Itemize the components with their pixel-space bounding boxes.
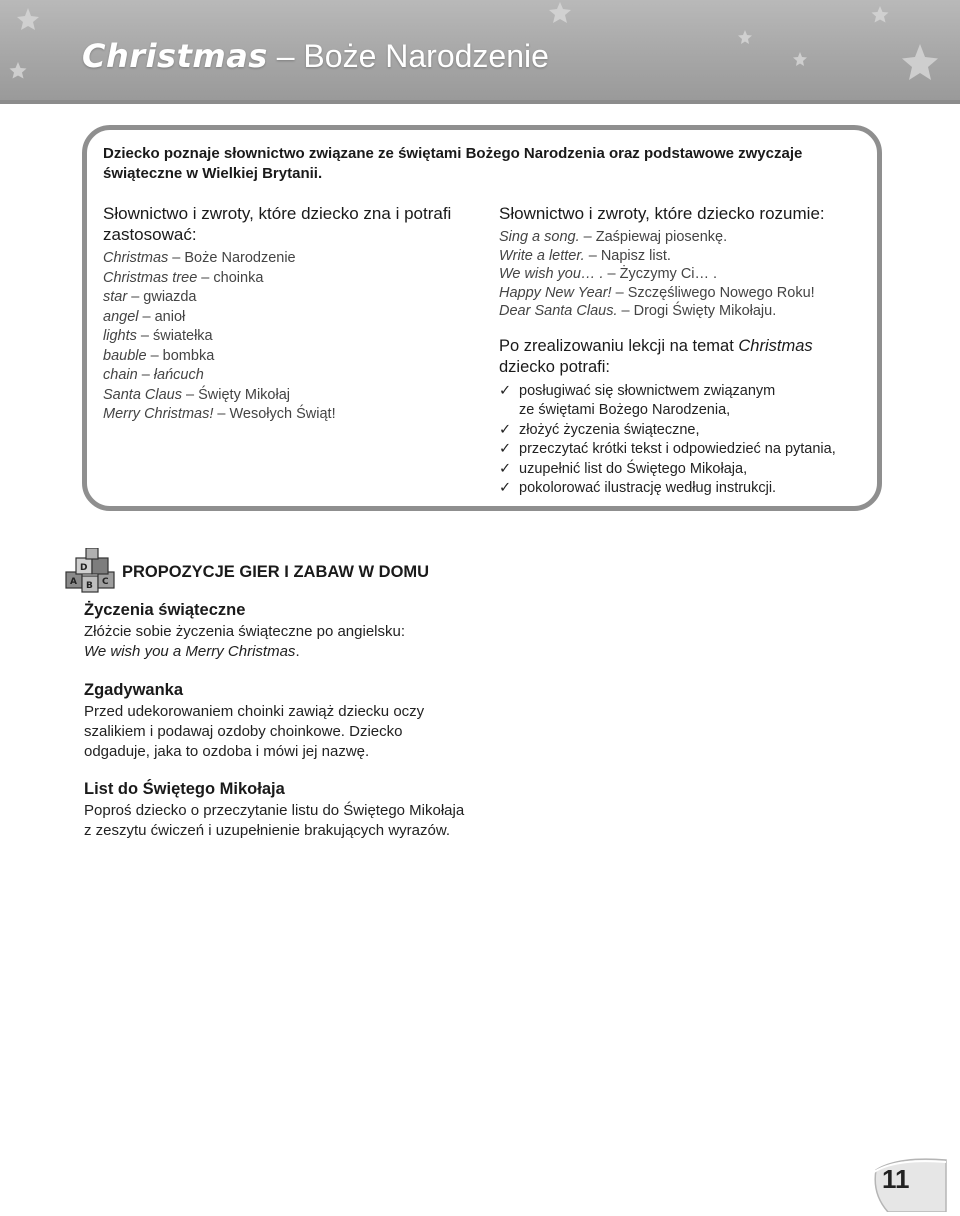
checkmark-icon: ✓ xyxy=(499,382,512,399)
outcomes-heading: Po zrealizowaniu lekcji na temat Christmas dziecko potrafi: xyxy=(499,336,813,376)
activity-guessing xyxy=(84,680,504,762)
page-number: 11 xyxy=(882,1164,910,1194)
games-section-header xyxy=(64,548,430,596)
vocab-item: angel – anioł xyxy=(103,308,186,325)
activity-text: Przed udekorowaniem choinki zawiąż dziecku oczy szalikiem i podawaj ozdoby choinkowe. Dziecko odgaduje, jaka to ozdoba i mówi jej nazwę. xyxy=(84,703,425,760)
activity-santa-letter xyxy=(84,779,504,841)
title-pl: Boże Narodzenie xyxy=(303,38,549,74)
active-vocabulary-column xyxy=(103,203,463,425)
checkmark-icon: ✓ xyxy=(499,421,512,438)
checkmark-icon: ✓ xyxy=(499,441,512,458)
svg-text:C: C xyxy=(102,577,109,587)
passive-vocabulary-column xyxy=(499,203,879,499)
vocab-item: lights – światełka xyxy=(103,328,213,344)
outcome-item: ✓ złożyć życzenia świąteczne, xyxy=(499,421,879,441)
phrase-item: Write a letter. – Napisz list. xyxy=(499,247,671,264)
vocab-item: star – gwiazda xyxy=(103,289,197,305)
vocab-item: Santa Claus – Święty Mikołaj xyxy=(103,386,290,403)
checkmark-icon: ✓ xyxy=(499,480,512,497)
vocab-item: bauble – bombka xyxy=(103,347,215,364)
activity-title: Zgadywanka xyxy=(84,681,184,699)
active-vocabulary-list xyxy=(103,249,463,425)
outcome-item: ✓ przeczytać krótki tekst i odpowiedzieć na pytania, xyxy=(499,440,879,460)
page-number-badge xyxy=(868,1150,948,1212)
header-banner xyxy=(0,0,960,104)
outcomes-list xyxy=(499,382,879,500)
vocab-item: chain – łańcuch xyxy=(103,367,204,383)
svg-text:D: D xyxy=(80,563,88,573)
activity-text: Poproś dziecko o przeczytanie listu do Świętego Mikołaja z zeszytu ćwiczeń i uzupełnienie brakujących wyrazów. xyxy=(84,802,465,839)
checkmark-icon: ✓ xyxy=(499,460,512,477)
svg-text:B: B xyxy=(86,581,93,591)
title-en: Christmas xyxy=(82,37,268,75)
vocab-item: Christmas tree – choinka xyxy=(103,269,264,286)
outcome-item: ✓ pokolorować ilustrację według instrukcji. xyxy=(499,479,879,499)
games-section-title: PROPOZYCJE GIER I ZABAW W DOMU xyxy=(122,563,430,581)
toy-blocks-icon xyxy=(64,548,120,596)
passive-vocabulary-list xyxy=(499,228,879,321)
lesson-info-box xyxy=(82,125,882,511)
activity-title: List do Świętego Mikołaja xyxy=(84,780,285,798)
outcome-item: ✓ posługiwać się słownictwem związanym ze świętami Bożego Narodzenia, xyxy=(499,382,776,419)
vocab-item: Christmas – Boże Narodzenie xyxy=(103,250,296,266)
activity-text: Złóżcie sobie życzenia świąteczne po angielsku: We wish you a Merry Christmas. xyxy=(84,623,405,660)
phrase-item: Happy New Year! – Szczęśliwego Nowego Roku! xyxy=(499,284,815,301)
activity-title: Życzenia świąteczne xyxy=(84,601,246,619)
title-separator: – xyxy=(267,38,304,74)
lesson-intro: Dziecko poznaje słownictwo związane ze świętami Bożego Narodzenia oraz podstawowe zwyczaje świąteczne w Wielkiej Brytanii. xyxy=(103,145,803,182)
vocab-item: Merry Christmas! – Wesołych Świąt! xyxy=(103,406,336,422)
active-vocabulary-heading: Słownictwo i zwroty, które dziecko zna i potrafi zastosować: xyxy=(103,204,452,244)
activity-greetings xyxy=(84,600,504,662)
passive-vocabulary-heading: Słownictwo i zwroty, które dziecko rozumie: xyxy=(499,204,825,223)
phrase-item: Dear Santa Claus. – Drogi Święty Mikołaju. xyxy=(499,303,777,319)
phrase-item: Sing a song. – Zaśpiewaj piosenkę. xyxy=(499,229,728,245)
page-title xyxy=(82,36,549,76)
outcome-item: ✓ uzupełnić list do Świętego Mikołaja, xyxy=(499,460,879,480)
phrase-item: We wish you… . – Życzymy Ci… . xyxy=(499,266,718,282)
svg-text:A: A xyxy=(70,577,77,587)
